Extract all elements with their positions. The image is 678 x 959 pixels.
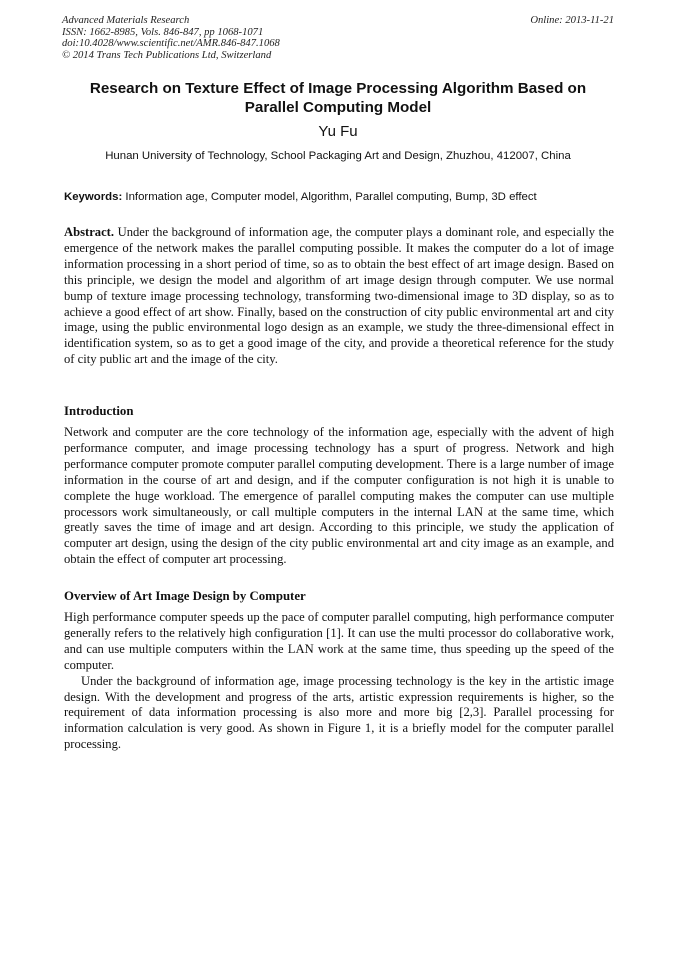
keywords-text: Information age, Computer model, Algorithm, Parallel computing, Bump, 3D effect [125,191,537,203]
overview-paragraph-1: High performance computer speeds up the pace of computer parallel computing, high performance computer generally refers to the relatively high configuration [1]. It can use the multi processor do collaborative work, and can use multiple computers within the LAN work at the same time, thus speeding up the speed of the computer. [64,610,614,672]
online-date: Online: 2013-11-21 [530,15,614,26]
abstract-paragraph [64,225,614,368]
overview-heading: Overview of Art Image Design by Computer [64,589,306,603]
introduction-section [64,425,614,568]
issn-line: ISSN: 1662-8985, Vols. 846-847, pp 1068-1071 [62,26,264,38]
introduction-paragraph: Network and computer are the core technology of the information age, especially with the advent of high performance computer, and image processing technology has a spurt of progress. Network and high performance computer promote computer parallel computing development. There is a large number of image information in the course of art and design, and if the computer configuration is not high it is unable to complete the huge workload. The emergence of parallel computing makes the computer can use multiple processors work simultaneously, or call multiple computers in the internal LAN at the same time, which greatly saves the time of image and art design. According to this principle, we study the application of computer art design, using the design of the city public environmental art and city image as an example, and obtain the effect of computer art processing. [64,425,614,567]
abstract-section [64,225,614,368]
abstract-text: Under the background of information age, the computer plays a dominant role, and especially the emergence of the network makes the parallel computing possible. It makes the computer do a lot of image information processing in a short period of time, so as to obtain the best effect of art image design. Based on this principle, we design the model and algorithm of art image design through computer. We use normal bump of texture image processing technology, transforming two-dimensional image to 3D display, so as to achieve a good effect of art show. Finally, based on the construction of city public environmental art and city image, using the public environmental logo design as an example, we study the three-dimensional effect in identification system, so as to get a good image of the city, and provide a theoretical reference for the study of city public art and the image of the city. [64,225,615,367]
journal-name: Advanced Materials Research [62,15,190,26]
doi-line[interactable]: doi:10.4028/www.scientific.net/AMR.846-847.1068 [62,38,280,49]
author-name: Yu Fu [318,123,358,140]
keywords-line [64,191,616,203]
introduction-heading: Introduction [64,404,134,418]
overview-section [64,610,614,753]
abstract-label: Abstract. [64,225,115,239]
copyright-line: © 2014 Trans Tech Publications Ltd, Switzerland [62,49,272,61]
journal-header [62,15,614,61]
author-affiliation: Hunan University of Technology, School Packaging Art and Design, Zhuzhou, 412007, China [105,150,571,162]
paper-title: Research on Texture Effect of Image Processing Algorithm Based on Parallel Computing Model [89,80,587,116]
keywords-label: Keywords: [64,191,123,203]
overview-paragraph-2: Under the background of information age, image processing technology is the key in the artistic image design. With the development and progress of the arts, artistic expression requirements is higher, so the requirement of data information processing is also more and more big [2,3]. Parallel processing for information calculation is very good. As shown in Figure 1, it is a briefly model for the computer parallel processing. [64,673,614,752]
